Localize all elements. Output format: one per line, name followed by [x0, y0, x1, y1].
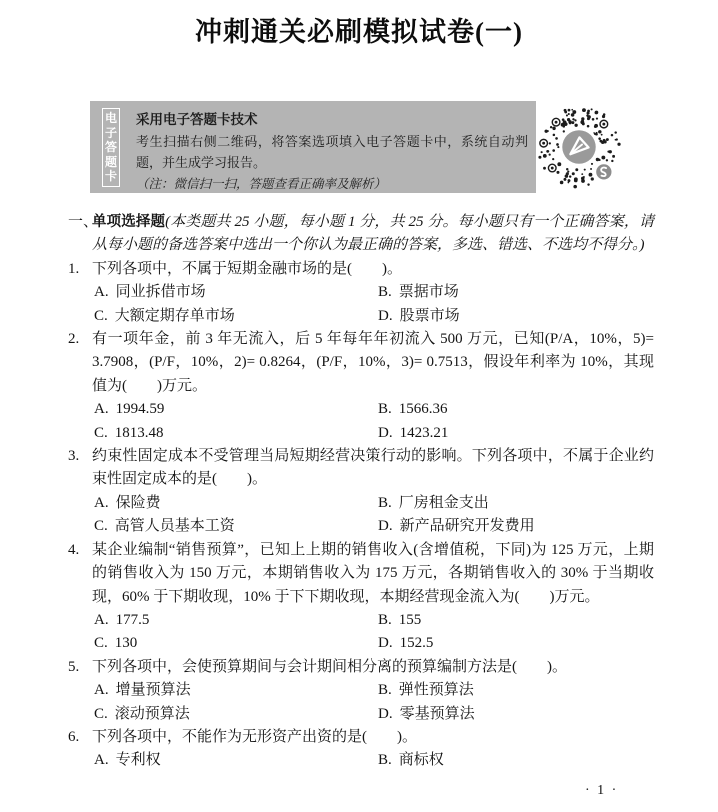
option-C: C. 高管人员基本工资: [94, 518, 235, 535]
question-number: 1.: [68, 260, 80, 277]
question-1-options: [68, 281, 654, 328]
option-D: D. 零基预算法: [378, 705, 475, 722]
option-C: C. 大额定期存单市场: [94, 307, 235, 324]
option-A: A. 增量预算法: [94, 682, 191, 699]
option-C: C. 滚动预算法: [94, 705, 190, 722]
answer-card-heading: 采用电子答题卡技术: [136, 112, 258, 127]
question-number: 3.: [68, 448, 80, 465]
option-B: B. 1566.36: [378, 401, 448, 418]
side-label-text: 电子答题卡: [104, 111, 117, 184]
question-text: 某企业编制“销售预算”，已知上上期的销售收入(含增值税，下同)为 125 万元，上期的销售收入为 150 万元，本期销售收入为 175 万元，各期销售收入的 30% 于当期收现，60% 于下期收现，10% 于下下期收现，本期经营现金流入为( )万元。: [92, 541, 654, 605]
option-B: B. 155: [378, 611, 422, 628]
option-A: A. 同业拆借市场: [94, 284, 206, 301]
section-title: 单项选择题: [92, 214, 166, 230]
option-B: B. 票据市场: [378, 284, 459, 301]
question-2: [68, 328, 654, 445]
question-5: [68, 656, 654, 726]
option-A: A. 177.5: [94, 611, 150, 628]
option-A: A. 保险费: [94, 494, 161, 511]
page-title: 冲刺通关必刷模拟试卷(一): [195, 17, 523, 47]
question-1: [68, 258, 654, 328]
option-B: B. 商标权: [378, 752, 444, 769]
option-C: C. 130: [94, 635, 138, 652]
wechat-miniprogram-s-icon: [596, 164, 612, 180]
question-text: 下列各项中，不能作为无形资产出资的是( )。: [92, 728, 417, 745]
answer-card-note: （注：微信扫一扫，答题查看正确率及解析）: [136, 177, 387, 191]
section-header: [68, 211, 654, 258]
question-text: 下列各项中，会使预算期间与会计期间相分离的预算编制方法是( )。: [92, 658, 567, 675]
section-number: 一、: [68, 214, 99, 230]
option-B: B. 弹性预算法: [378, 682, 474, 699]
option-D: D. 新产品研究开发费用: [378, 518, 535, 535]
question-4-options: [68, 609, 654, 656]
qr-center-logo-icon: [562, 130, 595, 163]
question-number: 6.: [68, 728, 80, 745]
answer-card-side-label: [102, 108, 120, 187]
question-3-options: [68, 492, 654, 539]
question-text: 约束性固定成本不受管理当局短期经营决策行动的影响。下列各项中，不属于企业约束性固定成本的是( )。: [92, 448, 654, 488]
page-number: · 1 ·: [585, 783, 619, 798]
section-instructions: (本类题共 25 小题，每小题 1 分，共 25 分。每小题只有一个正确答案，请从每小题的备选答案中选出一个你认为最正确的答案，多选、错选、不选均不得分。): [92, 214, 654, 254]
question-6-options: [68, 749, 654, 772]
option-D: D. 股票市场: [378, 307, 460, 324]
wechat-miniprogram-qr-code-icon: [536, 104, 622, 190]
answer-card-text-area: [120, 101, 536, 193]
option-B: B. 厂房租金支出: [378, 494, 489, 511]
option-C: C. 1813.48: [94, 424, 164, 441]
option-D: D. 152.5: [378, 635, 434, 652]
question-4: [68, 539, 654, 656]
question-5-options: [68, 679, 654, 726]
option-A: A. 专利权: [94, 752, 161, 769]
qr-code-panel: [536, 101, 622, 193]
question-6: [68, 726, 654, 773]
answer-card-description: 考生扫描右侧二维码，将答案选项填入电子答题卡中，系统自动判题，并生成学习报告。: [136, 134, 528, 170]
question-number: 2.: [68, 331, 80, 348]
option-D: D. 1423.21: [378, 424, 449, 441]
question-number: 4.: [68, 541, 80, 558]
option-A: A. 1994.59: [94, 401, 165, 418]
answer-card-banner: [90, 101, 622, 193]
question-number: 5.: [68, 658, 80, 675]
question-2-options: [68, 398, 654, 445]
exam-body: [68, 211, 654, 773]
question-3: [68, 445, 654, 539]
question-text: 有一项年金，前 3 年无流入，后 5 年每年年初流入 500 万元，已知(P/A，10%，5)= 3.7908，(P/F，10%，2)= 0.8264，(P/F，10%，3)= 0.7513，假设年利率为 10%，其现值为( )万元。: [92, 331, 654, 394]
question-text: 下列各项中，不属于短期金融市场的是( )。: [92, 260, 402, 277]
